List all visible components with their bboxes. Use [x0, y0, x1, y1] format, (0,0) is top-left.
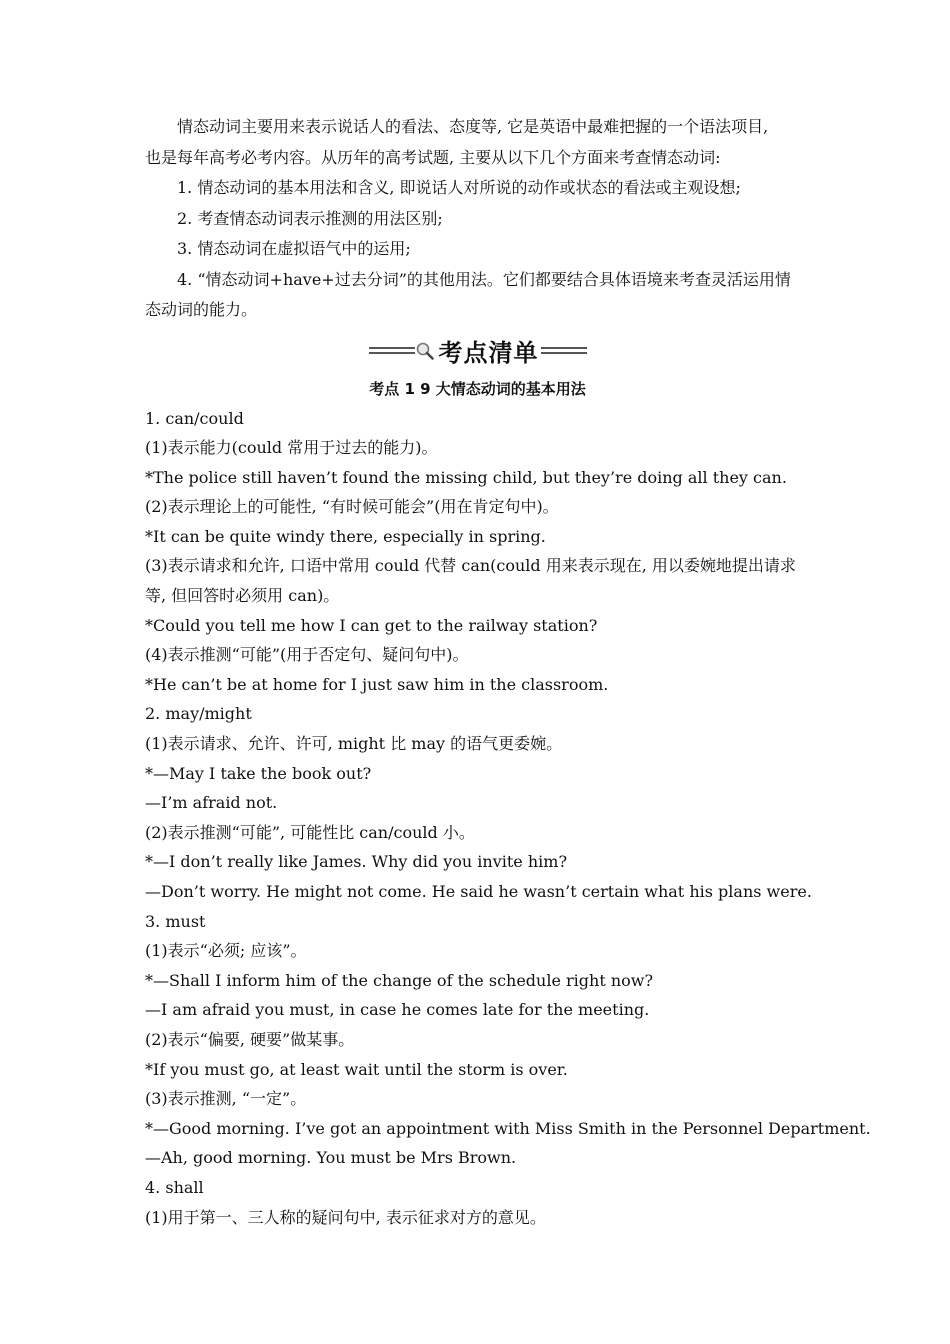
intro-item-2: 2. 考查情态动词表示推测的用法区别; — [177, 208, 443, 228]
body-line: (4)表示推测“可能”(用于否定句、疑问句中)。 — [145, 645, 469, 665]
body-line: 2. may/might — [145, 704, 252, 724]
section-body — [145, 404, 871, 1233]
body-line: *The police still haven’t found the missing child, but they’re doing all they can. — [145, 467, 787, 487]
body-line: 等, 但回答时必须用 can)。 — [145, 586, 340, 606]
body-line: *He can’t be at home for I just saw him in the classroom. — [145, 674, 609, 694]
body-line: (3)表示推测, “一定”。 — [145, 1089, 307, 1109]
body-line: *—Good morning. I’ve got an appointment with Miss Smith in the Personnel Department. — [145, 1118, 871, 1138]
body-line: (1)用于第一、三人称的疑问句中, 表示征求对方的意见。 — [145, 1207, 546, 1227]
body-line: (1)表示请求、允许、许可, might 比 may 的语气更委婉。 — [145, 734, 563, 754]
body-line: 4. shall — [145, 1177, 204, 1197]
body-line: —I’m afraid not. — [145, 793, 278, 813]
body-line: 1. can/could — [145, 408, 244, 428]
banner-left-rule — [369, 347, 415, 354]
body-line: (2)表示“偏要, 硬要”做某事。 — [145, 1029, 355, 1049]
body-line: —Don’t worry. He might not come. He said he wasn’t certain what his plans were. — [145, 882, 812, 901]
intro-item-3: 3. 情态动词在虚拟语气中的运用; — [177, 239, 411, 258]
body-line: *—May I take the book out? — [145, 763, 372, 783]
body-line: *Could you tell me how I can get to the railway station? — [145, 615, 598, 635]
banner-right-rule — [541, 347, 587, 354]
document-page — [145, 112, 871, 1232]
intro-paragraph-line-1: 情态动词主要用来表示说话人的看法、态度等, 它是英语中最难把握的一个语法项目, — [177, 117, 769, 136]
body-line: *—Shall I inform him of the change of the schedule right now? — [145, 970, 654, 990]
body-line: —I am afraid you must, in case he comes late for the meeting. — [145, 1000, 650, 1020]
body-line: (3)表示请求和允许, 口语中常用 could 代替 can(could 用来表示现在, 用以委婉地提出请求 — [145, 556, 796, 576]
body-line: (1)表示能力(could 常用于过去的能力)。 — [145, 438, 438, 458]
magnifier-icon — [415, 341, 435, 361]
body-line: (2)表示推测“可能”, 可能性比 can/could 小。 — [145, 822, 475, 842]
intro-item-4-line-1: 4. “情态动词+have+过去分词”的其他用法。它们都要结合具体语境来考查灵活运用情 — [177, 269, 791, 289]
section-heading: 考点 1 9 大情态动词的基本用法 — [369, 379, 586, 398]
body-line: (1)表示“必须; 应该”。 — [145, 941, 307, 961]
body-line: (2)表示理论上的可能性, “有时候可能会”(用在肯定句中)。 — [145, 497, 559, 517]
intro-section — [145, 112, 810, 326]
body-line: 3. must — [145, 911, 206, 931]
body-line: —Ah, good morning. You must be Mrs Brown. — [145, 1148, 517, 1168]
banner-title: 考点清单 — [438, 339, 539, 367]
body-line: *It can be quite windy there, especially in spring. — [145, 526, 546, 546]
intro-item-1: 1. 情态动词的基本用法和含义, 即说话人对所说的动作或状态的看法或主观设想; — [177, 178, 741, 197]
body-line: *—I don’t really like James. Why did you invite him? — [145, 852, 568, 872]
intro-item-4-line-2: 态动词的能力。 — [145, 300, 258, 319]
intro-paragraph-line-2: 也是每年高考必考内容。从历年的高考试题, 主要从以下几个方面来考查情态动词: — [145, 147, 721, 167]
section-banner — [145, 328, 810, 374]
body-line: *If you must go, at least wait until the storm is over. — [145, 1059, 568, 1079]
